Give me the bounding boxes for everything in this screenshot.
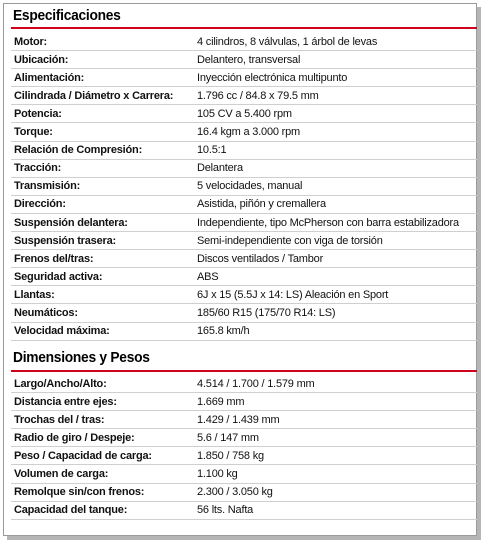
spec-value: Delantera [197, 162, 243, 175]
spec-row [11, 466, 477, 484]
spec-label: Transmisión: [14, 180, 81, 193]
spec-value: 105 CV a 5.400 rpm [197, 107, 292, 120]
spec-label: Dirección: [14, 198, 66, 211]
spec-row [11, 323, 477, 341]
spec-panel [3, 3, 477, 536]
dimensions-title-rule [11, 370, 477, 372]
spec-value: 16.4 kgm a 3.000 rpm [197, 126, 301, 138]
spec-row [11, 160, 477, 178]
spec-label: Largo/Ancho/Alto: [14, 377, 107, 390]
spec-row [11, 447, 477, 465]
spec-label: Frenos del/tras: [14, 252, 94, 265]
spec-label: Distancia entre ejes: [14, 395, 117, 408]
spec-value: 165.8 km/h [197, 325, 250, 338]
spec-row [11, 105, 477, 123]
spec-label: Alimentación: [14, 71, 85, 84]
spec-label: Suspensión delantera: [14, 216, 128, 229]
spec-value: Semi-independiente con viga de torsión [197, 234, 383, 247]
spec-row [11, 124, 477, 142]
spec-row [11, 69, 477, 87]
spec-value: 2.300 / 3.050 kg [197, 486, 273, 499]
spec-row [11, 411, 477, 429]
spec-label: Capacidad del tanque: [14, 504, 128, 517]
spec-row [11, 502, 477, 520]
panel-shadow-bottom [7, 536, 481, 540]
spec-value: Delantero, transversal [197, 53, 301, 66]
spec-value: 5.6 / 147 mm [197, 431, 259, 444]
spec-value: 1.100 kg [197, 468, 238, 480]
specs-title: Especificaciones [13, 7, 121, 24]
spec-row [11, 142, 477, 160]
spec-row [11, 250, 477, 268]
spec-label: Ubicación: [14, 53, 69, 66]
spec-label: Seguridad activa: [14, 270, 103, 283]
spec-row [11, 87, 477, 105]
spec-label: Llantas: [14, 288, 55, 301]
spec-label: Motor: [14, 35, 48, 48]
spec-value: Independiente, tipo McPherson con barra estabilizadora [197, 216, 459, 229]
spec-label: Tracción: [14, 162, 62, 175]
spec-row [11, 196, 477, 214]
spec-row [11, 214, 477, 232]
spec-row [11, 305, 477, 323]
spec-label: Remolque sin/con frenos: [14, 486, 145, 499]
spec-row [11, 484, 477, 502]
spec-value: 6J x 15 (5.5J x 14: LS) Aleación en Sport [197, 288, 389, 301]
spec-value: Discos ventilados / Tambor [197, 252, 324, 265]
spec-row [11, 286, 477, 304]
spec-value: 1.796 cc / 84.8 x 79.5 mm [197, 89, 319, 102]
spec-label: Suspensión trasera: [14, 234, 116, 247]
spec-label: Cilindrada / Diámetro x Carrera: [14, 89, 174, 102]
spec-label: Potencia: [14, 107, 62, 120]
spec-label: Neumáticos: [14, 307, 78, 319]
spec-value: Inyección electrónica multipunto [197, 71, 348, 84]
spec-row [11, 375, 477, 393]
spec-value: 10.5:1 [197, 144, 227, 157]
spec-value: 1.669 mm [197, 395, 245, 408]
spec-value: 56 lts. Nafta [197, 504, 254, 517]
spec-label: Radio de giro / Despeje: [14, 431, 135, 444]
panel-shadow-right [477, 7, 481, 540]
dimensions-title: Dimensiones y Pesos [13, 349, 150, 366]
specs-title-rule [11, 27, 477, 29]
spec-label: Peso / Capacidad de carga: [14, 449, 152, 462]
spec-row [11, 393, 477, 411]
spec-value: 4 cilindros, 8 válvulas, 1 árbol de levas [197, 35, 378, 48]
spec-value: ABS [197, 270, 219, 283]
spec-row [11, 33, 477, 51]
spec-label: Velocidad máxima: [14, 325, 110, 338]
spec-value: 5 velocidades, manual [197, 180, 303, 193]
spec-row [11, 232, 477, 250]
spec-value: 1.850 / 758 kg [197, 449, 264, 462]
spec-label: Trochas del / tras: [14, 413, 105, 426]
spec-label: Torque: [14, 126, 53, 138]
spec-row [11, 51, 477, 69]
spec-value: 185/60 R15 (175/70 R14: LS) [197, 307, 336, 319]
spec-value: 1.429 / 1.439 mm [197, 413, 280, 426]
spec-row [11, 268, 477, 286]
spec-value: 4.514 / 1.700 / 1.579 mm [197, 377, 315, 390]
spec-label: Volumen de carga: [14, 468, 109, 480]
spec-row [11, 178, 477, 196]
spec-label: Relación de Compresión: [14, 144, 143, 157]
spec-row [11, 429, 477, 447]
spec-value: Asistida, piñón y cremallera [197, 198, 326, 211]
